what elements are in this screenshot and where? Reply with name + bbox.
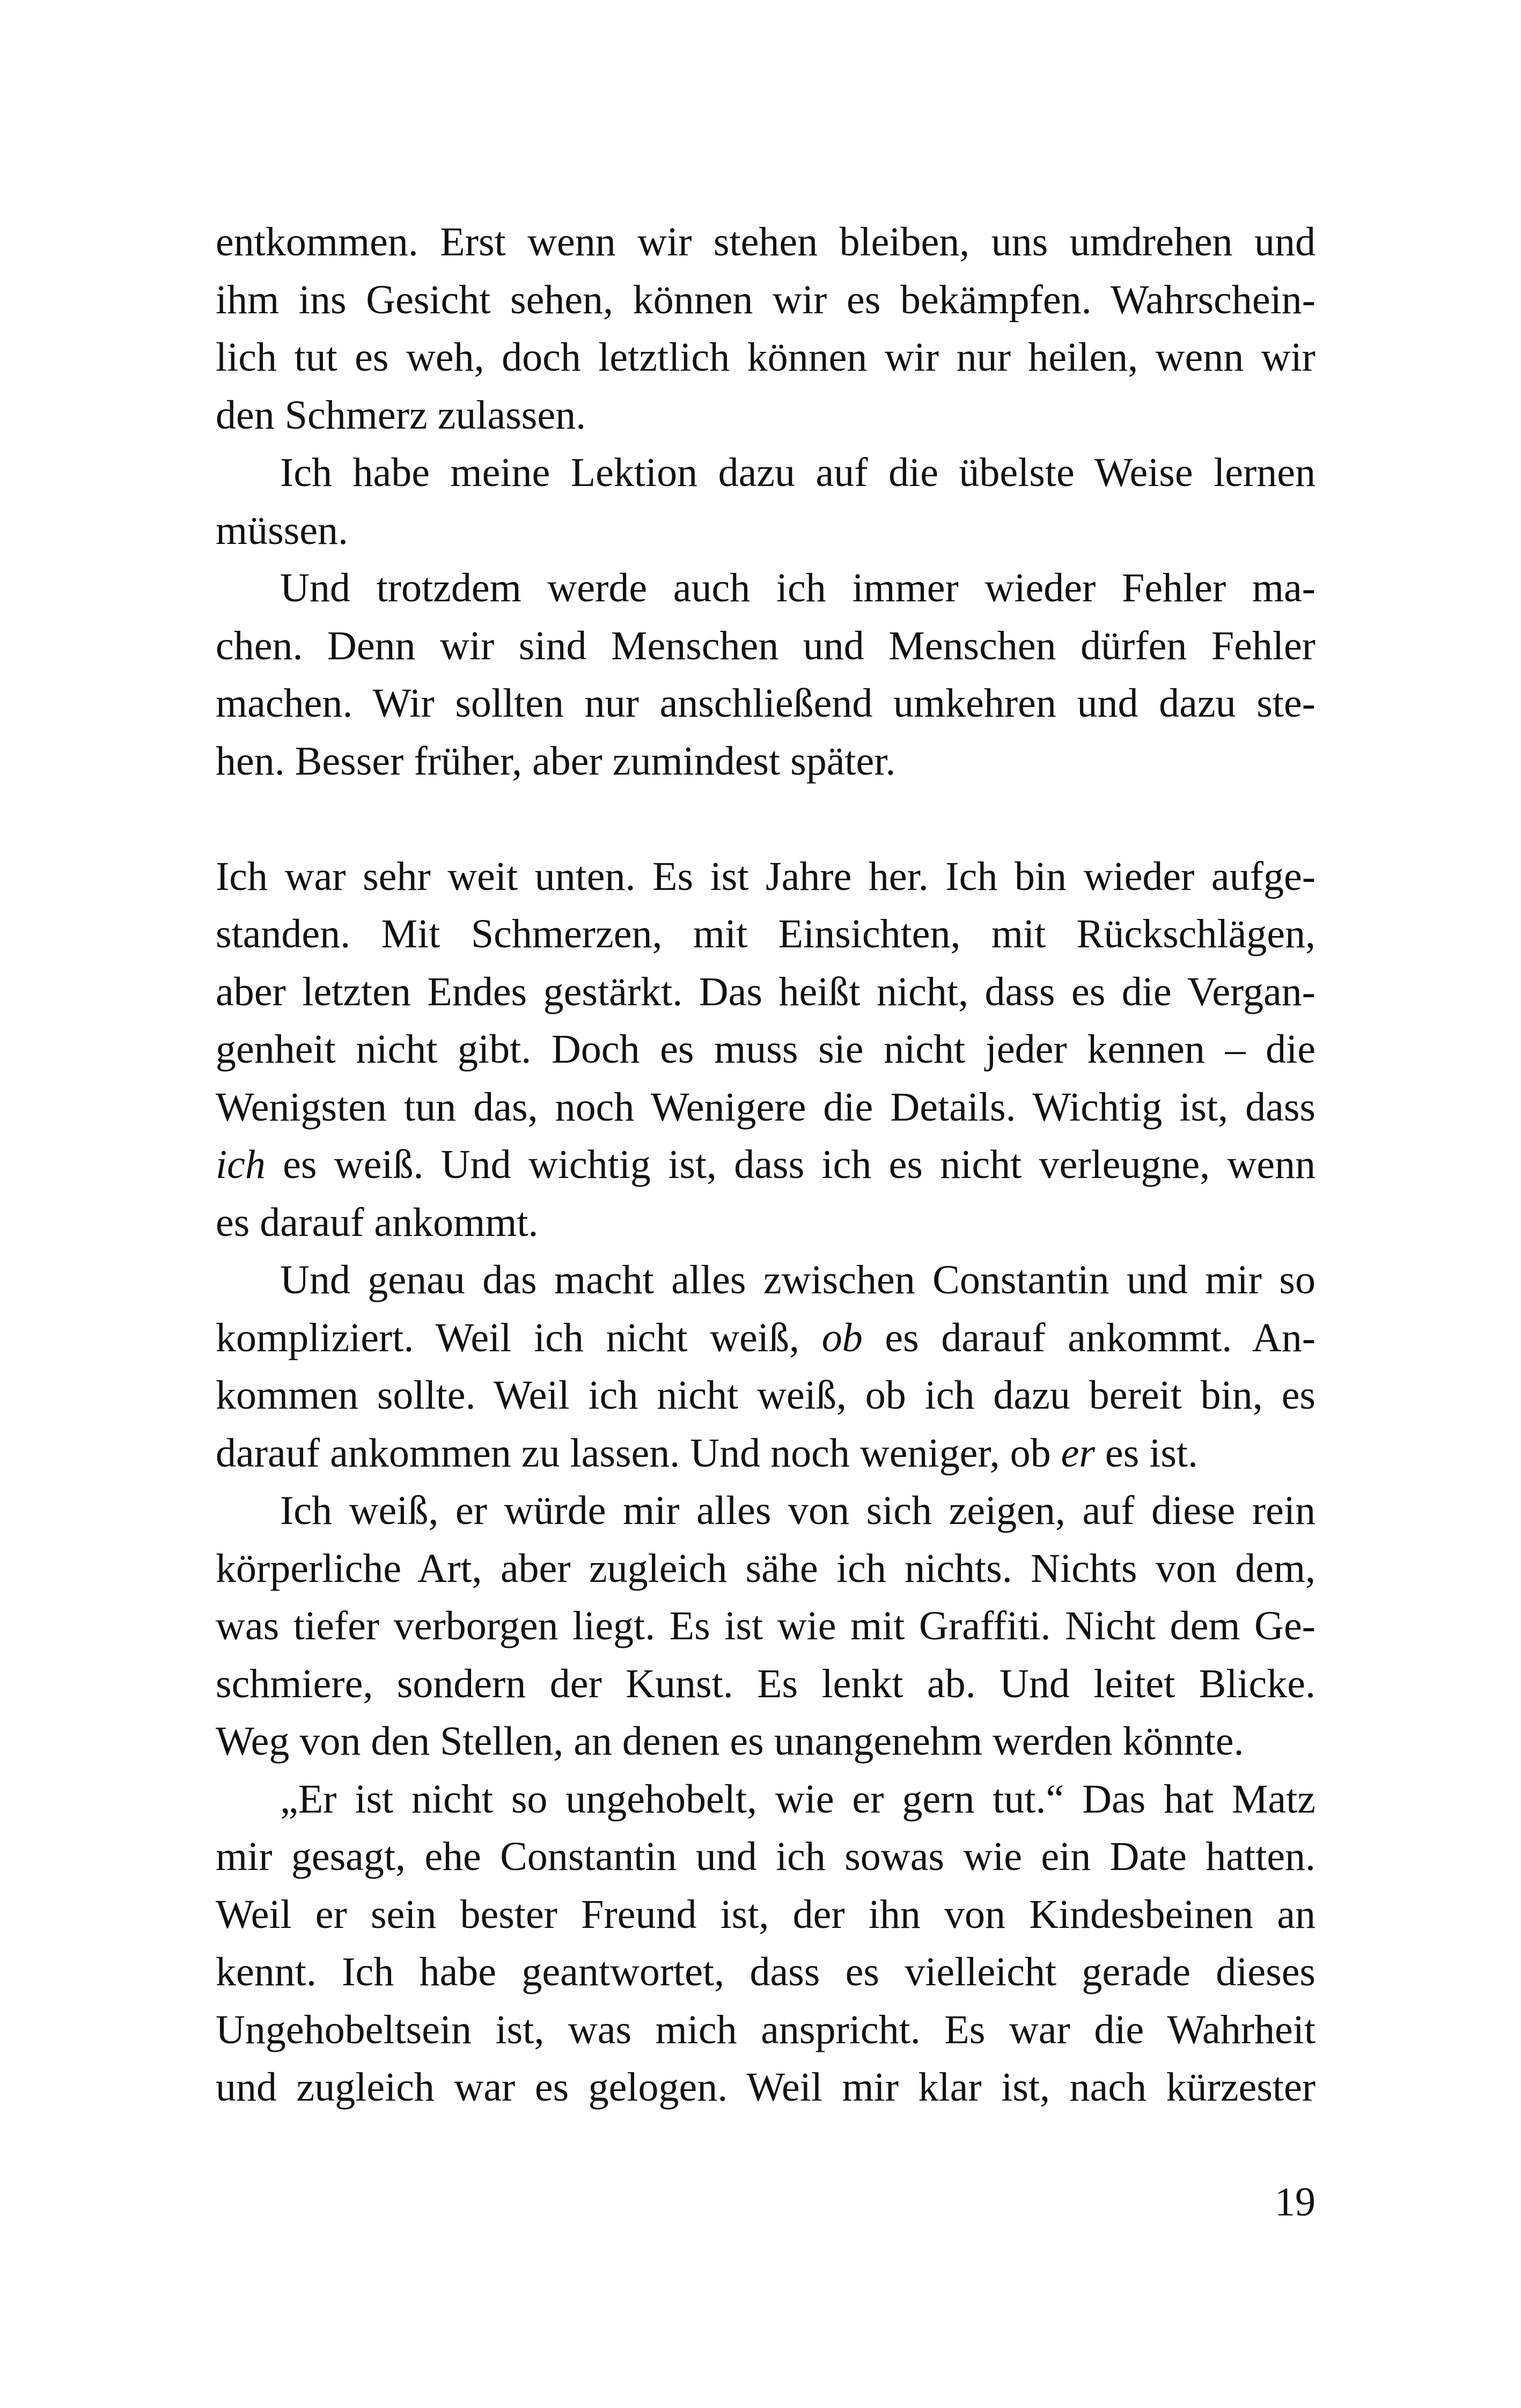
emphasized-word: ich [216, 1142, 266, 1187]
text-line: Und trotzdem werde auch ich immer wieder Fehler ma- [280, 565, 1316, 610]
text-line: Ich war sehr weit unten. Es ist Jahre her. Ich bin wieder aufge- [216, 853, 1316, 899]
paragraph [216, 1482, 1316, 1771]
text-line: lich tut es weh, doch letztlich können wir nur heilen, wenn wir [216, 335, 1316, 380]
text-line: entkommen. Erst wenn wir stehen bleiben, uns umdrehen und [216, 219, 1316, 264]
text-segment: es weiß. Und wichtig ist, dass ich es nicht verleugne, wenn [265, 1142, 1316, 1187]
text-line: ihm ins Gesicht sehen, können wir es bekämpfen. Wahrschein- [216, 277, 1316, 322]
text-line: „Er ist nicht so ungehobelt, wie er gern tut.“ Das hat Matz [280, 1776, 1316, 1822]
section-break [216, 790, 1316, 848]
text-segment: es ist. [1094, 1430, 1199, 1476]
emphasized-word: er [1061, 1430, 1095, 1476]
paragraph [216, 213, 1316, 444]
emphasized-word: ob [821, 1315, 863, 1360]
text-line: kommen sollte. Weil ich nicht weiß, ob ich dazu bereit bin, es [216, 1373, 1316, 1418]
text-line [216, 1136, 1316, 1194]
text-segment: kompliziert. Weil ich nicht weiß, [216, 1315, 822, 1360]
text-line: aber letzten Endes gestärkt. Das heißt nicht, dass es die Vergan- [216, 969, 1316, 1014]
text-line: müssen. [216, 507, 348, 553]
text-line: Wenigsten tun das, noch Wenigere die Details. Wichtig ist, dass [216, 1084, 1316, 1130]
text-line: machen. Wir sollten nur anschließend umkehren und dazu ste- [216, 681, 1316, 726]
text-line: hen. Besser früher, aber zumindest später. [216, 738, 896, 784]
text-line: und zugleich war es gelogen. Weil mir klar ist, nach kürzester [216, 2065, 1316, 2110]
text-line: schmiere, sondern der Kunst. Es lenkt ab. Und leitet Blicke. [216, 1661, 1316, 1706]
text-line: kennt. Ich habe geantwortet, dass es vielleicht gerade dieses [216, 1949, 1316, 1994]
text-line: den Schmerz zulassen. [216, 392, 586, 438]
text-line: Weil er sein bester Freund ist, der ihn von Kindesbeinen an [216, 1891, 1316, 1937]
text-line: mir gesagt, ehe Constantin und ich sowas wie ein Date hatten. [216, 1834, 1316, 1879]
paragraph [216, 559, 1316, 790]
text-line [216, 1309, 1316, 1367]
text-line: körperliche Art, aber zugleich sähe ich nichts. Nichts von dem, [216, 1545, 1316, 1591]
body-text [216, 213, 1316, 2117]
text-line: genheit nicht gibt. Doch es muss sie nicht jeder kennen – die [216, 1027, 1316, 1072]
text-line: Weg von den Stellen, an denen es unangenehm werden könnte. [216, 1719, 1244, 1764]
page-number: 19 [1275, 2179, 1316, 2225]
text-line: Ungehobeltsein ist, was mich anspricht. Es war die Wahrheit [216, 2007, 1316, 2052]
paragraph [216, 444, 1316, 559]
text-line: Und genau das macht alles zwischen Constantin und mir so [280, 1257, 1316, 1302]
text-line: standen. Mit Schmerzen, mit Einsichten, mit Rückschlägen, [216, 911, 1316, 956]
text-segment: darauf ankommen zu lassen. Und noch weniger, ob [216, 1430, 1061, 1476]
paragraph [216, 1251, 1316, 1482]
paragraph [216, 848, 1316, 1252]
text-line: Ich habe meine Lektion dazu auf die übelste Weise lernen [280, 450, 1316, 495]
text-line [216, 1425, 1316, 1483]
text-line: was tiefer verborgen liegt. Es ist wie mit Graffiti. Nicht dem Ge- [216, 1603, 1316, 1648]
paragraph [216, 1771, 1316, 2117]
text-segment: es darauf ankommt. An- [862, 1315, 1316, 1360]
text-line: Ich weiß, er würde mir alles von sich zeigen, auf diese rein [280, 1488, 1316, 1533]
text-line: chen. Denn wir sind Menschen und Menschen dürfen Fehler [216, 623, 1316, 668]
text-line: es darauf ankommt. [216, 1199, 539, 1245]
